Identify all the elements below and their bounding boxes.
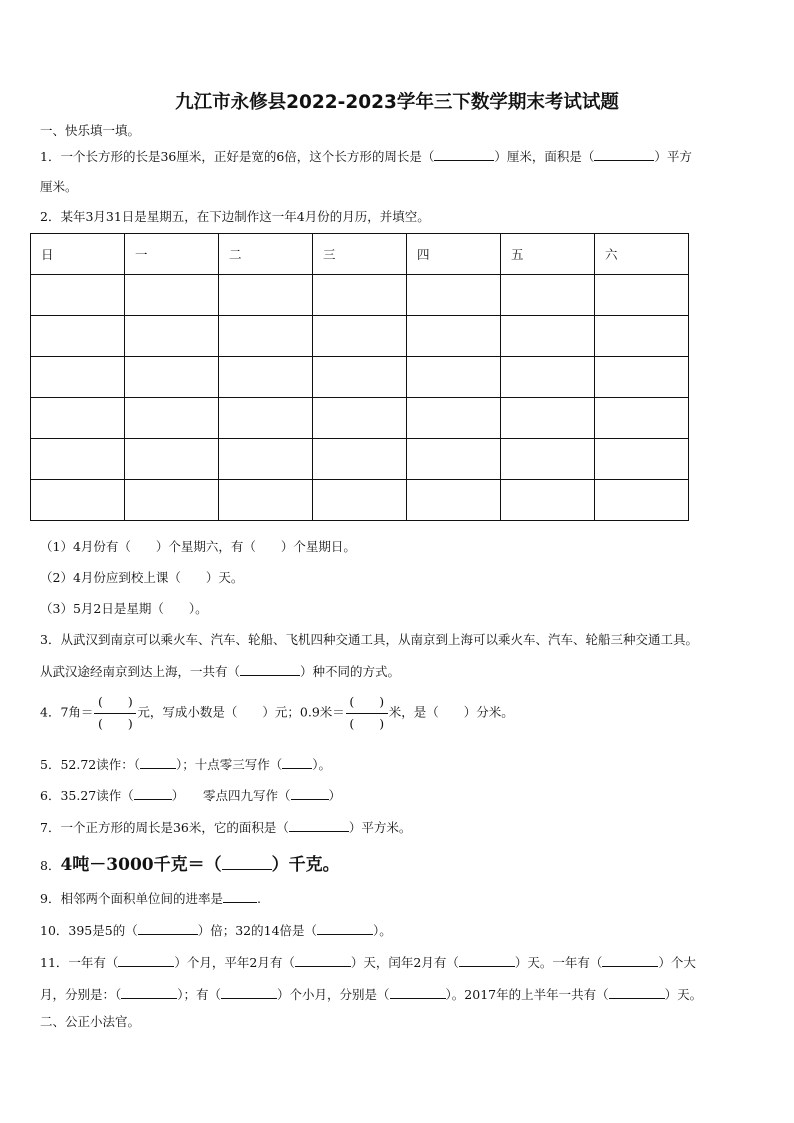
- weekday-sat: 六: [595, 234, 689, 275]
- question-10: 10．395是5的（ ）倍；32的14倍是（ ）。: [40, 923, 392, 938]
- fraction-blank: $\frac{( )}{( )}$: [94, 694, 136, 732]
- page-title: 九江市永修县2022-2023学年三下数学期末考试试题: [175, 92, 619, 113]
- section-2-heading: 二、公正小法官。: [40, 1014, 141, 1029]
- weekday-thu: 四: [407, 234, 501, 275]
- section-1-heading: 一、快乐填一填。: [40, 123, 141, 138]
- question-8: 8．4吨－3000千克＝（ ）千克。: [40, 855, 340, 875]
- question-2-sub-2: （2）4月份应到校上课（ ）天。: [40, 570, 244, 585]
- question-3: 3．从武汉到南京可以乘火车、汽车、轮船、飞机四种交通工具，从南京到上海可以乘火车、汽车、轮船三种交通工具。: [40, 632, 698, 647]
- weekday-fri: 五: [501, 234, 595, 275]
- calendar-table: [30, 233, 689, 521]
- question-7: 7．一个正方形的周长是36米，它的面积是（ ）平方米。: [40, 820, 412, 835]
- calendar-row: [31, 275, 689, 316]
- calendar-row: [31, 316, 689, 357]
- weekday-mon: 一: [125, 234, 219, 275]
- question-2: 2．某年3月31日是星期五，在下边制作这一年4月份的月历，并填空。: [40, 209, 430, 224]
- question-2-sub-1: （1）4月份有（ ）个星期六，有（ ）个星期日。: [40, 539, 356, 554]
- question-5: 5．52.72读作：（ ）；十点零三写作（ ）。: [40, 757, 332, 772]
- question-11-cont: 月，分别是：（ ）；有（ ）个小月，分别是（ ）。2017年的上半年一共有（ ）天。: [40, 987, 703, 1002]
- calendar-row: [31, 439, 689, 480]
- question-6: 6．35.27读作（ ） 零点四九写作（ ）: [40, 788, 342, 803]
- weekday-wed: 三: [313, 234, 407, 275]
- question-2-sub-3: （3）5月2日是星期（ ）。: [40, 601, 208, 616]
- calendar-row: [31, 480, 689, 521]
- weekday-row: [31, 234, 689, 275]
- weekday-sun: 日: [31, 234, 125, 275]
- question-11: 11．一年有（ ）个月，平年2月有（ ）天，闰年2月有（ ）天。一年有（ ）个大: [40, 955, 696, 970]
- question-4: 4．7角＝ $\frac{( )}{( )}$ 元，写成小数是（ ）元；0.9米＝ $\frac{( )}{( )}$ 米，是（ ）分米。: [40, 694, 514, 731]
- question-1-cont: 厘米。: [40, 179, 78, 194]
- question-9: 9．相邻两个面积单位间的进率是 .: [40, 891, 261, 906]
- weekday-tue: 二: [219, 234, 313, 275]
- question-1: 1．一个长方形的长是36厘米，正好是宽的6倍，这个长方形的周长是（ ）厘米，面积是（ ）平方: [40, 149, 692, 164]
- question-3-cont: 从武汉途经南京到达上海，一共有（ ）种不同的方式。: [40, 664, 401, 679]
- calendar-row: [31, 398, 689, 439]
- fraction-blank: $\frac{( )}{( )}$: [346, 694, 388, 732]
- calendar-row: [31, 357, 689, 398]
